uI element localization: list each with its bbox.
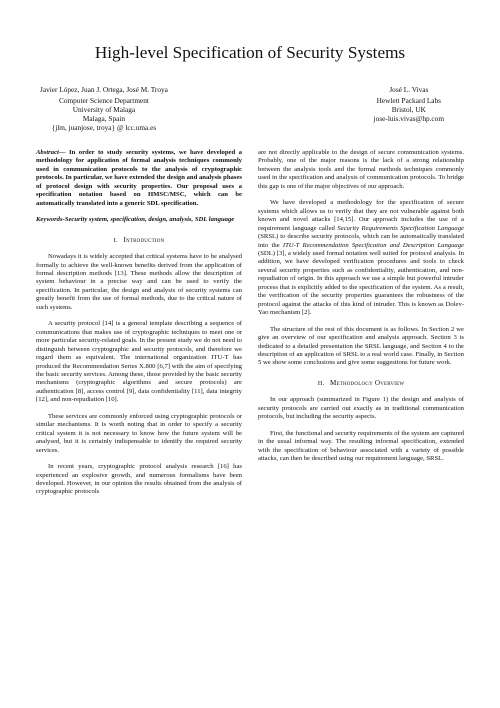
author-affiliation-2 (374, 85, 444, 132)
section-number: I. (113, 236, 118, 244)
abstract (36, 149, 242, 208)
paragraph: These services are commonly enforced using cryptographic protocols or similar mechanisms. It is worth noting that in order to specify a security critical system it is not necessary to know how the future system will be analysed, but it is certainly indispensable to identify the required security services. (36, 412, 242, 454)
paragraph: In recent years, cryptographic protocol analysis research [16] has experienced an explosive growth, and numerous formalisms have been developed. However, in our opinion the results obtained from the analysis of cryptographic protocols (36, 463, 242, 496)
sdl-term: ITU-T Recommendation Specification and Description Language (282, 241, 465, 249)
left-column (36, 149, 242, 505)
paragraph-text: (SDL) [3], a widely used formal notation well suited for protocol analysis. In addition, we have developed verification procedures and tools to check several security properties such as confidentiality, authentication, and non-repudiation of origin. In this approach we use a simple but powerful intruder process that is explicitly added to the specification of the system. As a result, the verification of the security properties guarantees the robustness of the protocol against the attacks of this kind of intruder. This is known as Dolev-Yao mechanism [2]. (258, 249, 464, 317)
affiliation-line: Hewlett Packard Labs (376, 96, 442, 105)
abstract-label: Abstract (36, 149, 59, 156)
author-affiliation-1 (40, 85, 168, 132)
srsl-term: Security Requirements Specification Language (337, 224, 464, 232)
section-heading-methodology (258, 379, 464, 388)
affiliation-line: Bristol, UK (391, 105, 426, 114)
paragraph-text: We have developed a methodology for the specification of secure systems which allows us to verify that they are not vulnerable against both known and novel attacks [14,15]. Our approach includes the use of a requirement language called (258, 199, 464, 232)
author-names: Javier López, Juan J. Ortega, José M. Troya (40, 85, 168, 94)
affiliation-line: Computer Science Department (58, 96, 149, 105)
paragraph (258, 199, 464, 317)
paragraph: The structure of the rest of this document is as follows. In Section 2 we give an overview of our specification and analysis approach. Section 3 is dedicated to a detailed presentation the SRSL language, and Section 4 to the description of an application of SRSL to a real world case. Finally, in Section 5 we show some conclusions and give some suggestions for future work. (258, 325, 464, 367)
paragraph-text: (SRSL) to describe security protocols, which can be automatically translated into the (258, 233, 464, 249)
section-number: II. (317, 379, 325, 387)
affiliation-line: University of Malaga (72, 105, 136, 114)
author-email: jose-luis.vivas@hp.com (373, 114, 444, 123)
author-email: {jlm, juanjose, troya} @ lcc.uma.es (51, 123, 157, 132)
paragraph: Nowadays it is widely accepted that critical systems have to be analysed formally to achieve the well-known benefits derived from the application of formal description methods [13]. These methods allow the description of system behaviour in a precise way and can be used to verify the specification. In particular, the design and analysis of security systems can greatly benefit from the use of formal methods, due to the critical nature of such systems. (36, 253, 242, 311)
author-block (36, 85, 464, 132)
section-heading-introduction (36, 236, 242, 245)
paragraph: are not directly applicable to the design of secure communication systems. Probably, one of the major reasons is the lack of a strong relationship between the analysis tools and the formal methods techniques commonly used in the specification and analysis of communication protocols. To bridge this gap is one of the major objectives of our approach. (258, 149, 464, 190)
section-title: Methodology Overview (329, 378, 405, 387)
paragraph: A security protocol [14] is a general template describing a sequence of communications that makes use of cryptographic techniques to meet one or more particular security-related goals. In the present study we do not need to distinguish between cryptographic and security protocols, and therefore we regard them as equivalent. The international organization ITU-T has produced the Recommendation Series X.800 [6,7] with the aim of specifying the basic security services. Among these, those provided by the basic security mechanisms (cryptographic algorithms and secure protocols) are authentication [8], access control [9], data confidentiality [11], data integrity [12], and non-repudiation [10]. (36, 320, 242, 404)
author-names: José L. Vivas (389, 85, 429, 94)
paragraph: In our approach (summarized in Figure 1) the design and analysis of security protocols are carried out exactly as in traditional communication protocols, but including the security aspects. (258, 396, 464, 421)
affiliation-line: Malaga, Spain (82, 114, 126, 123)
keywords: Keywords-Security system, specification, design, analysis, SDL language (36, 216, 235, 224)
paper-title: High-level Specification of Security Systems (94, 43, 406, 62)
two-column-body (36, 149, 464, 505)
paragraph: First, the functional and security requirements of the system are captured in the usual informal way. The resulting informal specification, extended with the specification of behaviour associated with a variety of possible attacks, can then be described using our requirement language, SRSL. (258, 429, 464, 463)
abstract-text: — In order to study security systems, we have developed a methodology for application of formal analysis techniques commonly used in communication protocols to the analysis of cryptographic protocols. In particular, we have extended the design and analysis phases of protocol design with security properties. Our proposal uses a specification notation based on HMSC/MSC, which can be automatically translated into a generic SDL specification. (36, 149, 242, 207)
right-column (258, 149, 464, 505)
section-title: Introduction (123, 235, 165, 244)
